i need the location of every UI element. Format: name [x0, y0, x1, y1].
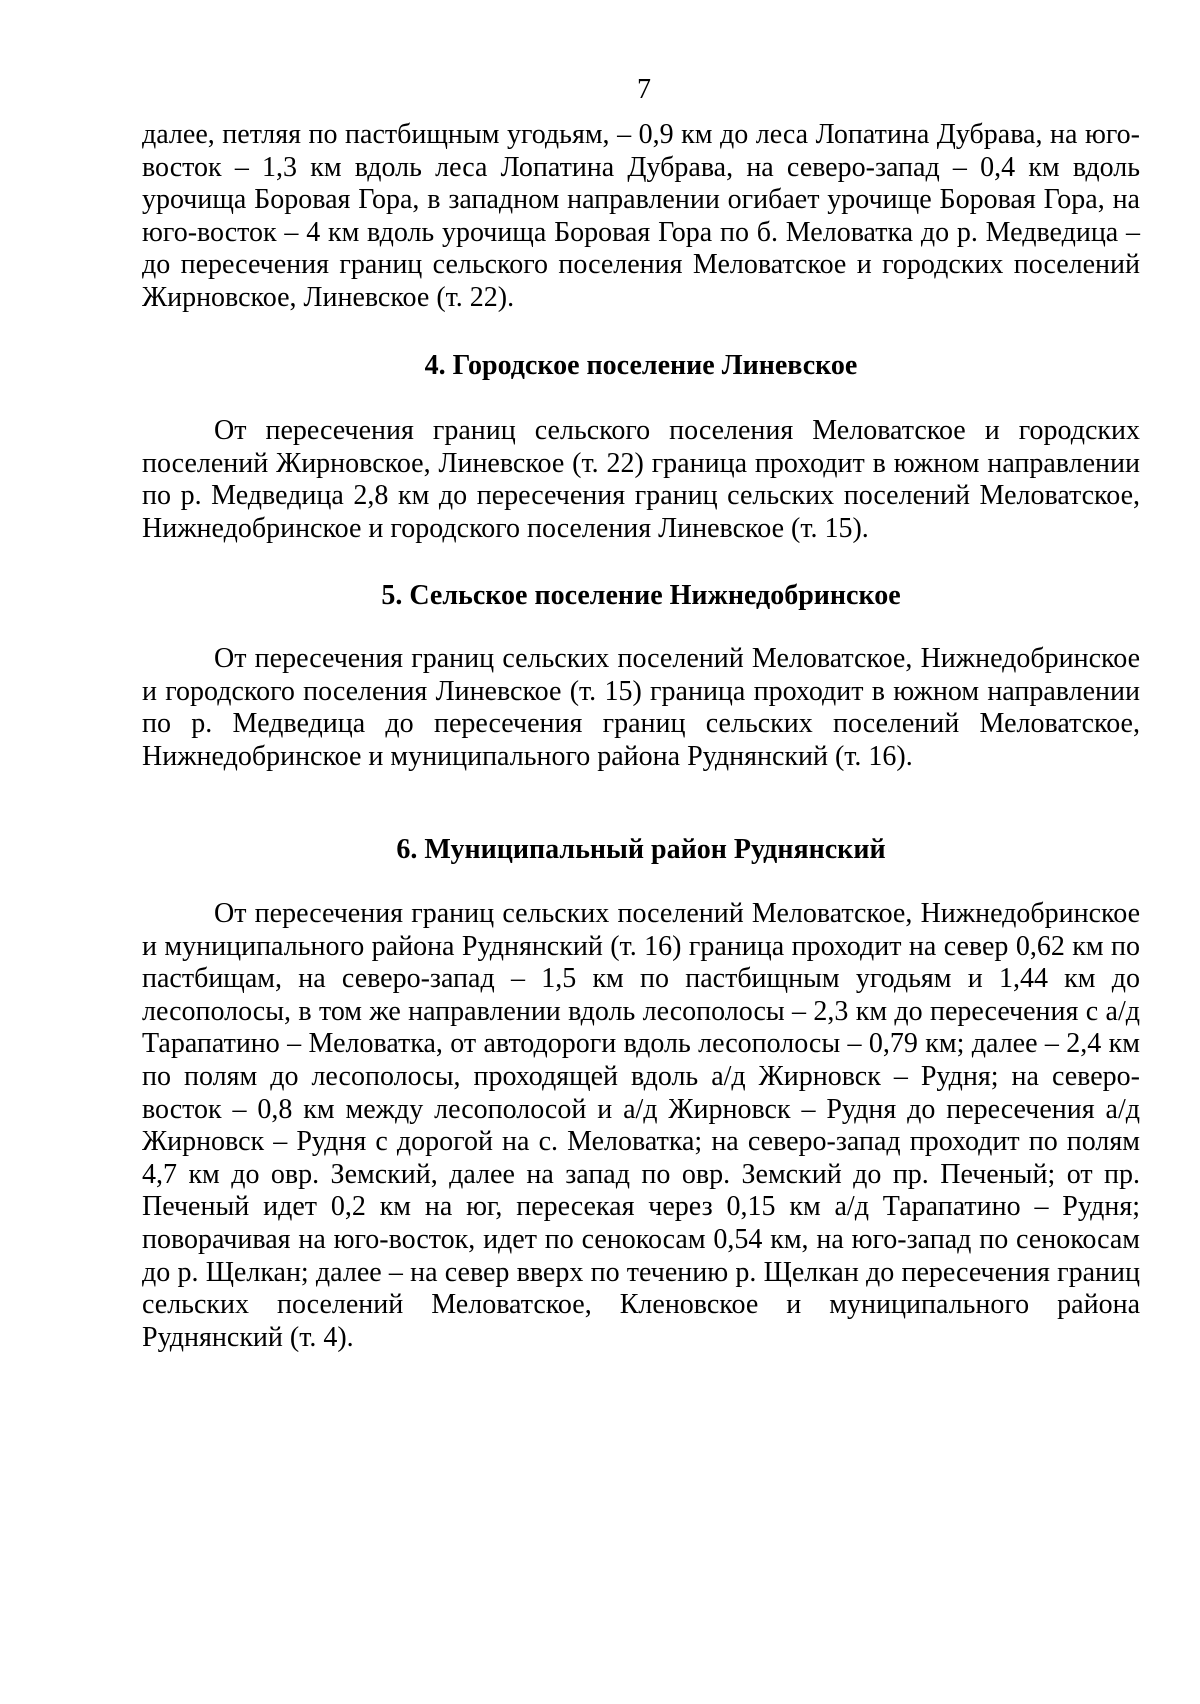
section-5-body — [142, 643, 1140, 773]
section-4-heading-block — [142, 350, 1140, 383]
section-paragraph-nizhnedobrinskoe: От пересечения границ сельских поселений Меловатское, Нижнедобринское и городского поселения Линевское (т. 15) граница проходит в южном направлении по р. Медведица до пересечения границ сельских поселений Меловатское, Нижнедобринское и муниципального района Руднянский (т. 16). — [142, 643, 1140, 772]
intro-paragraph-block — [142, 119, 1140, 315]
page-number: 7 — [637, 74, 651, 105]
section-paragraph-linevskoe: От пересечения границ сельского поселения Меловатское и городских поселений Жирновское, Линевское (т. 22) граница проходит в южном направлении по р. Медведица 2,8 км до пересечения границ сельских поселений Меловатское, Нижнедобринское и городского поселения Линевское (т. 15). — [142, 415, 1140, 544]
section-4-body — [142, 415, 1140, 545]
section-paragraph-rudnyanskiy: От пересечения границ сельских поселений Меловатское, Нижнедобринское и муниципального района Руднянский (т. 16) граница проходит на север 0,62 км по пастбищам, на северо-запад – 1,5 км по пастбищным угодьям и 1,44 км до лесополосы, в том же направлении вдоль лесополосы – 2,3 км до пересечения с а/д Тарапатино – Меловатка, от автодороги вдоль лесополосы – 0,79 км; далее – 2,4 км по полям до лесополосы, проходящей вдоль а/д Жирновск – Рудня; на северо-восток – 0,8 км между лесополосой и а/д Жирновск – Рудня до пересечения а/д Жирновск – Рудня с дорогой на с. Меловатка; на северо-запад проходит по полям 4,7 км до овр. Земский, далее на запад по овр. Земский до пр. Печеный; от пр. Печеный идет 0,2 км на юг, пересекая через 0,15 км а/д Тарапатино – Рудня; поворачивая на юго-восток, идет по сенокосам 0,54 км, на юго-запад по сенокосам до р. Щелкан; далее – на север вверх по течению р. Щелкан до пересечения границ сельских поселений Меловатское, Кленовское и муниципального района Руднянский (т. 4). — [142, 898, 1140, 1353]
section-heading-nizhnedobrinskoe: 5. Сельское поселение Нижнедобринское — [381, 580, 901, 611]
section-heading-rudnyanskiy: 6. Муниципальный район Руднянский — [396, 834, 886, 865]
intro-paragraph: далее, петляя по пастбищным угодьям, – 0,9 км до леса Лопатина Дубрава, на юго-восток – 1,3 км вдоль леса Лопатина Дубрава, на северо-запад – 0,4 км вдоль урочища Боровая Гора, в западном направлении огибает урочище Боровая Гора, на юго-восток – 4 км вдоль урочища Боровая Гора по б. Меловатка до р. Медведица – до пересечения границ сельского поселения Меловатское и городских поселений Жирновское, Линевское (т. 22). — [142, 119, 1140, 313]
section-heading-linevskoe: 4. Городское поселение Линевское — [424, 350, 858, 381]
section-6-heading-block — [142, 834, 1140, 867]
section-6-body — [142, 898, 1140, 1354]
section-5-heading-block — [142, 580, 1140, 613]
